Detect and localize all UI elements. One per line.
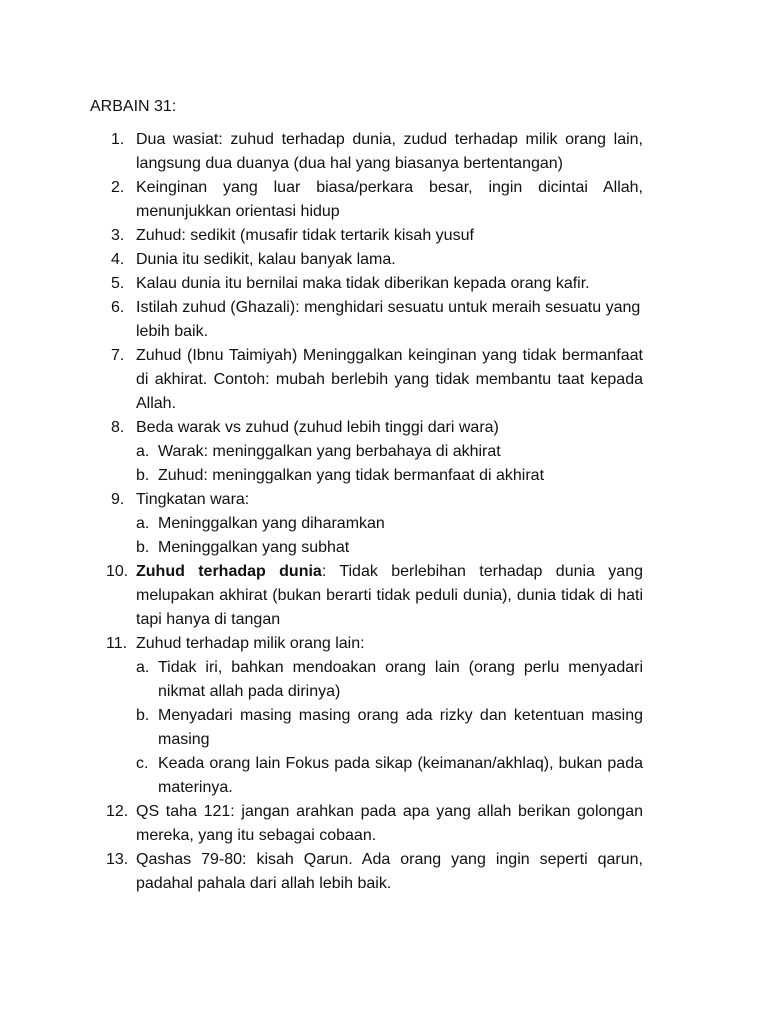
- list-item: [0, 128, 643, 176]
- sub-list-item: [0, 536, 643, 560]
- sub-list-letter: b.: [136, 539, 150, 556]
- list-number: 1.: [111, 131, 125, 148]
- list-item: [0, 176, 643, 224]
- sub-list-letter: c.: [136, 755, 149, 772]
- list-item: [0, 344, 643, 416]
- list-item: [0, 224, 643, 248]
- sub-list-item-text: Meninggalkan yang diharamkan: [158, 515, 385, 532]
- sub-list-item: [0, 440, 643, 464]
- list-item-text: Dunia itu sedikit, kalau banyak lama.: [136, 251, 396, 268]
- list-item-text: Kalau dunia itu bernilai maka tidak diberikan kepada orang kafir.: [136, 275, 590, 292]
- list-item-rest-text: : Tidak berlebihan terhadap dunia yang melupakan akhirat (bukan berarti tidak peduli dunia), dunia tidak di hati tapi hanya di tangan: [136, 563, 643, 628]
- list-item: [0, 416, 643, 440]
- list-item: [0, 848, 643, 896]
- list-item-text: QS taha 121: jangan arahkan pada apa yang allah berikan golongan mereka, yang itu sebagai cobaan.: [136, 803, 643, 844]
- sub-list-item-text: Menyadari masing masing orang ada rizky dan ketentuan masing masing: [158, 707, 643, 748]
- list-item-text: Tingkatan wara:: [136, 491, 250, 508]
- list-item-text: [136, 560, 643, 632]
- sub-list-item-text: Zuhud: meninggalkan yang tidak bermanfaat di akhirat: [158, 467, 545, 484]
- sub-list-item-text: Tidak iri, bahkan mendoakan orang lain (orang perlu menyadari nikmat allah pada dirinya): [158, 659, 643, 700]
- list-item: [0, 272, 643, 296]
- list-number: 5.: [111, 275, 125, 292]
- sub-list-letter: a.: [136, 515, 150, 532]
- sub-list-item: [0, 464, 643, 488]
- sub-list-letter: b.: [136, 707, 150, 724]
- list-item-text: Istilah zuhud (Ghazali): menghidari sesuatu untuk meraih sesuatu yang lebih baik.: [136, 299, 641, 340]
- list-item-text: Beda warak vs zuhud (zuhud lebih tinggi dari wara): [136, 419, 499, 436]
- list-number: 6.: [111, 299, 125, 316]
- numbered-list: [0, 128, 768, 896]
- list-item: [0, 800, 643, 848]
- sub-list-letter: a.: [136, 443, 150, 460]
- list-item-text: Dua wasiat: zuhud terhadap dunia, zudud terhadap milik orang lain, langsung dua duanya (dua hal yang biasanya bertentangan): [136, 131, 643, 172]
- list-item-text: Zuhud: sedikit (musafir tidak tertarik kisah yusuf: [136, 227, 474, 244]
- list-number: 13.: [106, 851, 129, 868]
- sub-list-letter: a.: [136, 659, 150, 676]
- sub-list-item: [0, 752, 643, 800]
- list-item-bold-text: Zuhud terhadap dunia: [136, 563, 322, 580]
- sub-list-item-text: Warak: meninggalkan yang berbahaya di akhirat: [158, 443, 501, 460]
- list-number: 3.: [111, 227, 125, 244]
- list-number: 11.: [106, 635, 128, 652]
- list-item: [0, 248, 643, 272]
- sub-list-item-text: Meninggalkan yang subhat: [158, 539, 350, 556]
- sub-list-item: [0, 512, 643, 536]
- list-item: [0, 488, 643, 512]
- list-item-text: Zuhud (Ibnu Taimiyah) Meninggalkan keinginan yang tidak bermanfaat di akhirat. Contoh: mubah berlebih yang tidak membantu taat kepada Allah.: [136, 347, 643, 412]
- list-item-text: Keinginan yang luar biasa/perkara besar, ingin dicintai Allah, menunjukkan orientasi hidup: [136, 179, 643, 220]
- list-item-text: Qashas 79-80: kisah Qarun. Ada orang yang ingin seperti qarun, padahal pahala dari allah lebih baik.: [136, 851, 643, 892]
- list-item: [0, 560, 643, 632]
- list-number: 4.: [111, 251, 125, 268]
- list-item: [0, 296, 643, 344]
- list-number: 10.: [106, 563, 129, 580]
- sub-list-item-text: Keada orang lain Fokus pada sikap (keimanan/akhlaq), bukan pada materinya.: [158, 755, 643, 796]
- list-number: 9.: [111, 491, 125, 508]
- sub-list-letter: b.: [136, 467, 150, 484]
- list-number: 7.: [111, 347, 125, 364]
- document-title: ARBAIN 31:: [90, 98, 177, 115]
- list-number: 2.: [111, 179, 125, 196]
- list-number: 8.: [111, 419, 125, 436]
- sub-list-item: [0, 704, 643, 752]
- list-item: [0, 632, 643, 656]
- list-number: 12.: [106, 803, 129, 820]
- sub-list-item: [0, 656, 643, 704]
- list-item-text: Zuhud terhadap milik orang lain:: [136, 635, 365, 652]
